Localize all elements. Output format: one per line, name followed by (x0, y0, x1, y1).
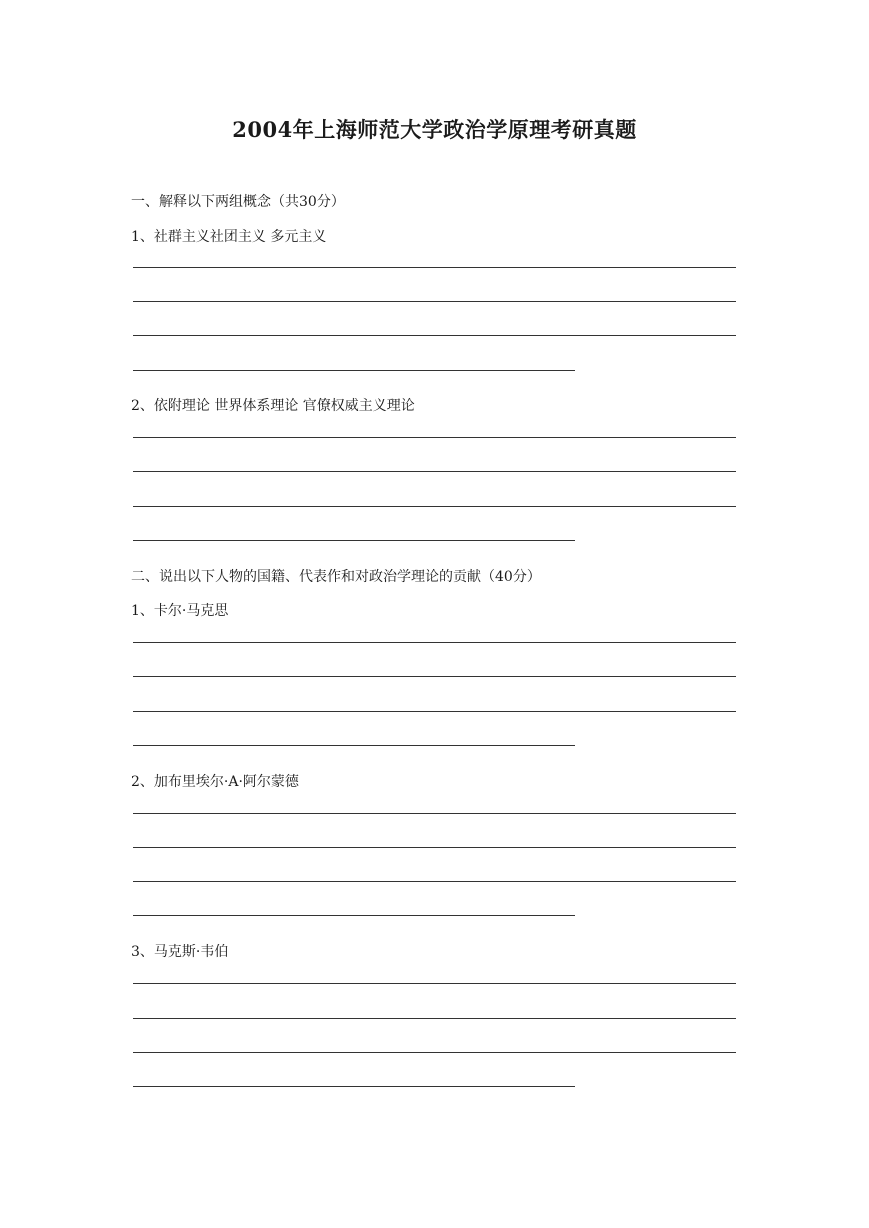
section-heading: 二、说出以下人物的国籍、代表作和对政治学理论的贡献（40分） (131, 569, 541, 585)
answer-line (133, 642, 736, 643)
page-title: 2004年上海师范大学政治学原理考研真题 (232, 117, 637, 142)
answer-line (133, 1052, 736, 1053)
question-label: 3、马克斯·韦伯 (131, 944, 229, 960)
answer-line (133, 711, 736, 712)
answer-line (133, 813, 736, 814)
answer-line (133, 471, 736, 472)
question-label: 2、加布里埃尔·A·阿尔蒙德 (131, 774, 299, 790)
answer-line (133, 847, 736, 848)
answer-line (133, 437, 736, 438)
answer-line (133, 370, 575, 371)
answer-line (133, 335, 736, 336)
answer-line (133, 745, 575, 746)
answer-line (133, 881, 736, 882)
question-label: 1、卡尔·马克思 (131, 603, 229, 619)
answer-line (133, 1018, 736, 1019)
answer-line (133, 983, 736, 984)
question-label: 2、依附理论 世界体系理论 官僚权威主义理论 (131, 398, 415, 414)
answer-line (133, 1086, 575, 1087)
answer-line (133, 267, 736, 268)
section-heading: 一、解释以下两组概念（共30分） (131, 194, 345, 210)
answer-line (133, 506, 736, 507)
answer-line (133, 540, 575, 541)
question-label: 1、社群主义社团主义 多元主义 (131, 229, 327, 245)
answer-line (133, 301, 736, 302)
answer-line (133, 676, 736, 677)
answer-line (133, 915, 575, 916)
